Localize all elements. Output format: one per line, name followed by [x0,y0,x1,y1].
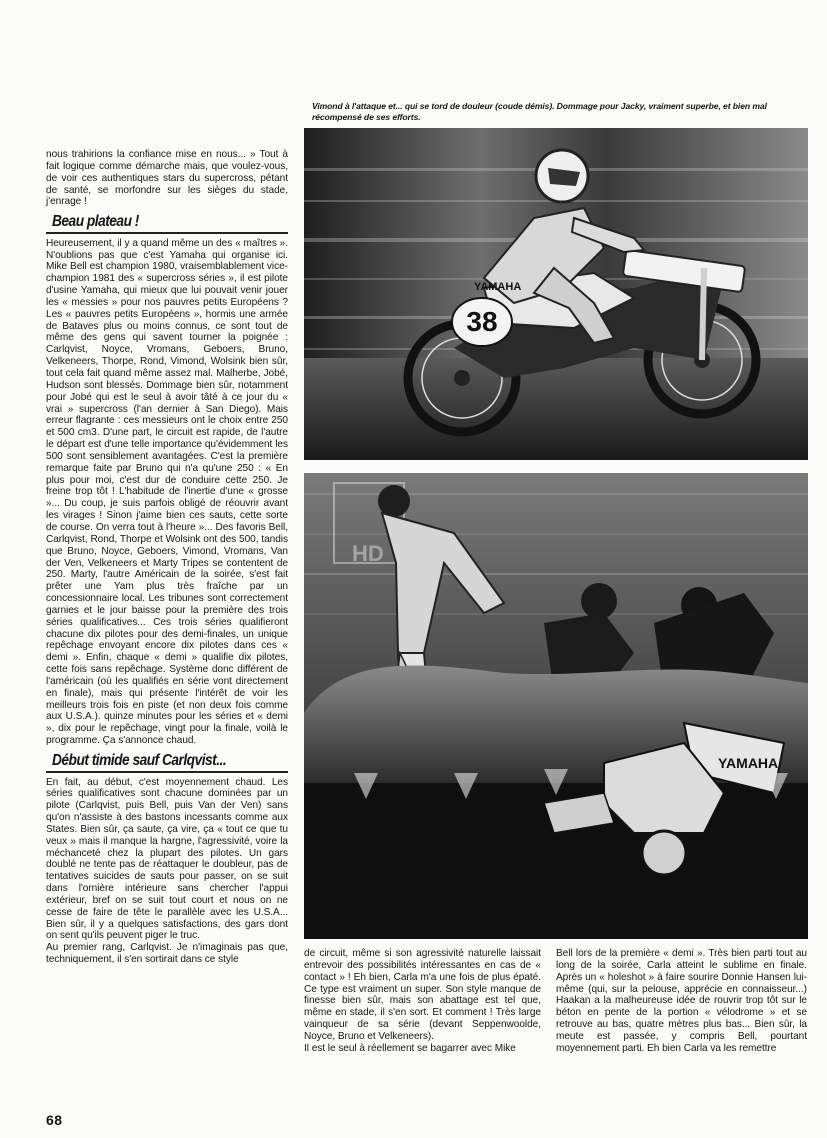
middle-paragraph-2: Il est le seul à réellement se bagarrer avec Mike [304,1042,516,1054]
middle-paragraph-1: de circuit, même si son agressivité naturelle laissait entrevoir des possibilités intéressantes en cas de « contact » ! Eh bien, Carla m'a une fois de plus épaté. Ce type est vraiment un super. Son style manque de finesse bien sûr, mais son abattage est tel que, même en stade, il s'en sort. Et comment ! Très large vainqueur de sa série (devant Seppenwoolde, Noyce, Bruno et Velkeneers). [304,948,541,1042]
motocross-rider-illustration [304,128,808,460]
section-heading-debut-timide: Début timide sauf Carlqvist... [52,752,227,769]
sponsor-text-bottom: YAMAHA [718,755,779,771]
page-number: 68 [46,1112,63,1128]
heading-underline [46,232,288,234]
bike-number: 38 [466,306,498,337]
section-2-paragraph-1: En fait, au début, c'est moyennement chaud. Les séries qualificatives sont chacune dominées par un pilote (Carlqvist, puis Bell, puis Van der Ven) sans qu'on n'assiste à des bastons incessants comme aux States. Bien sûr, ça saute, ça vire, ça « tout ce que tu veux » mais il manque la hargne, l'agressivité, voire la méchanceté chez la plupart des pilotes. Un gars doublé ne tente pas de réattaquer le doubleur, pas de tentatives suicides de sauts pour passer, on se suit dans l'ornière intérieure sans chercher l'appui extérieur, bref on se suit tout court et nous on ne cesse de faire de tête le parallèle avec les U.S.A... Bien sûr, il y a quelques satisfactions, des gars dont on sent qu'ils peuvent piger le truc. [46,776,288,942]
right-text-column [556,948,807,1055]
left-text-column [46,149,288,966]
right-paragraph-1: Bell lors de la première « demi ». Très bien parti tout au long de la soirée, Carla atteint le sublime en finale. Après un « holeshot » à faire sourire Donnie Hansen lui-même (qui, sur la pelouse, apprécie en connaisseur...) Haakan a la malheureuse idée de rouvrir trop tôt sur le béton en pente de la portion « vélodrome » et se retrouve au bas, quatre mètres plus bas... Bien sûr, la meute est passée, y compris Bell, pourtant moyennement parti. Eh bien Carla va les remettre [556,948,807,1054]
motocross-rider-photo [304,128,808,460]
section-2-paragraph-2: Au premier rang, Carlqvist. Je n'imaginais pas que, techniquement, il s'en sortirait dans ce style [46,942,288,966]
number-plate [452,298,512,346]
middle-text-column [304,948,541,1055]
sponsor-text-top: YAMAHA [474,281,522,293]
photo-caption: Vimond à l'attaque et... qui se tord de douleur (coude démis). Dommage pour Jacky, vraiment superbe, et bien mal récompensé de ses efforts. [312,101,767,122]
section-1-paragraph: Heureusement, il y a quand même un des « maîtres ». N'oublions pas que c'est Yamaha qui organise ici. Mike Bell est champion 1980, vraisemblablement vice-champion 1981 des « supercross séries », il est pilote d'usine Yamaha, qui mieux que lui pouvait venir jouer les « messies » pour nos pauvres petits Européens ? Les « pauvres petits Européens », hormis une armée de Bataves plus ou moins connus, ce sont tout de même des gens qui savent tourner la poignée : Carlqvist, Noyce, Vromans, Geboers, Bruno, Velkeneers, Thorpe, Rond, Vimond, Wolsink bien sûr, tout cela fait quand même assez mal. Malherbe, Jobé, Hudson sont blessés. Dommage bien sûr, notamment pour Jobé qui est le seul à avoir tâté à ce jour du « vrai » supercross (l'an dernier à San Diego). Mais erreur flagrante : ces messieurs ont le choix entre 250 et 500 cm3. D'une part, le circuit est rapide, de l'autre le départ est d'une telle importance qu'évidemment les 500 sont sensiblement avantagées. C'est la première remarque faite par Bruno qui n'a qu'une 250 : « En plus pour moi, c'est dur de conduire cette 250. Je freine trop tôt ! L'habitude de l'inertie d'une « grosse »... Du coup, je suis parfois obligé de réouvrir avant les virages ! Sinon j'aime bien ces sauts, cette sorte de course. On verra tout à l'heure »... Des favoris Bell, Carlqvist, Rond, Thorpe et Wolsink ont des 500, tandis que Bruno, Noyce, Geboers, Vimond, Vromans, Van der Ven, Velkeneers et Marty Tripes se contentent de 250. Marty, l'autre Américain de la soirée, s'est fait prêter une Yam plus très fraîche par un concessionnaire local. Les tribunes sont correctement garnies et le jour baisse pour la première des trois séries qualificatives... Ces trois séries qualifieront chacune dix pilotes pour des demi-finales, un unique repêchage envoyant encore dix pilotes dans ces « demi ». Enfin, chaque « demi » qualifie dix pilotes, cette fois sans repêchage. Système donc différent de l'américain (où les qualifiés en série vont directement en finale), mais qui présente l'intérêt de voir les meilleurs trois fois en piste (et non deux fois comme aux U.S.A.). quinze minutes pour les séries et « demi », dix pour le repêchage, vingt pour la finale, voilà le programme. Ça s'annonce chaud. [46,237,288,747]
injured-rider-photo [304,473,808,939]
svg-text:HD: HD [352,541,384,566]
intro-paragraph: nous trahirions la confiance mise en nous... » Tout à fait logique comme démarche mais, que voulez-vous, de voir ces authentiques stars du supercross, pétant de santé, se morfondre sur les sièges du stade, j'enrage ! [46,149,288,208]
heading-underline [46,771,288,773]
section-heading-beau-plateau: Beau plateau ! [52,213,139,231]
crash-scene-illustration [304,473,808,939]
